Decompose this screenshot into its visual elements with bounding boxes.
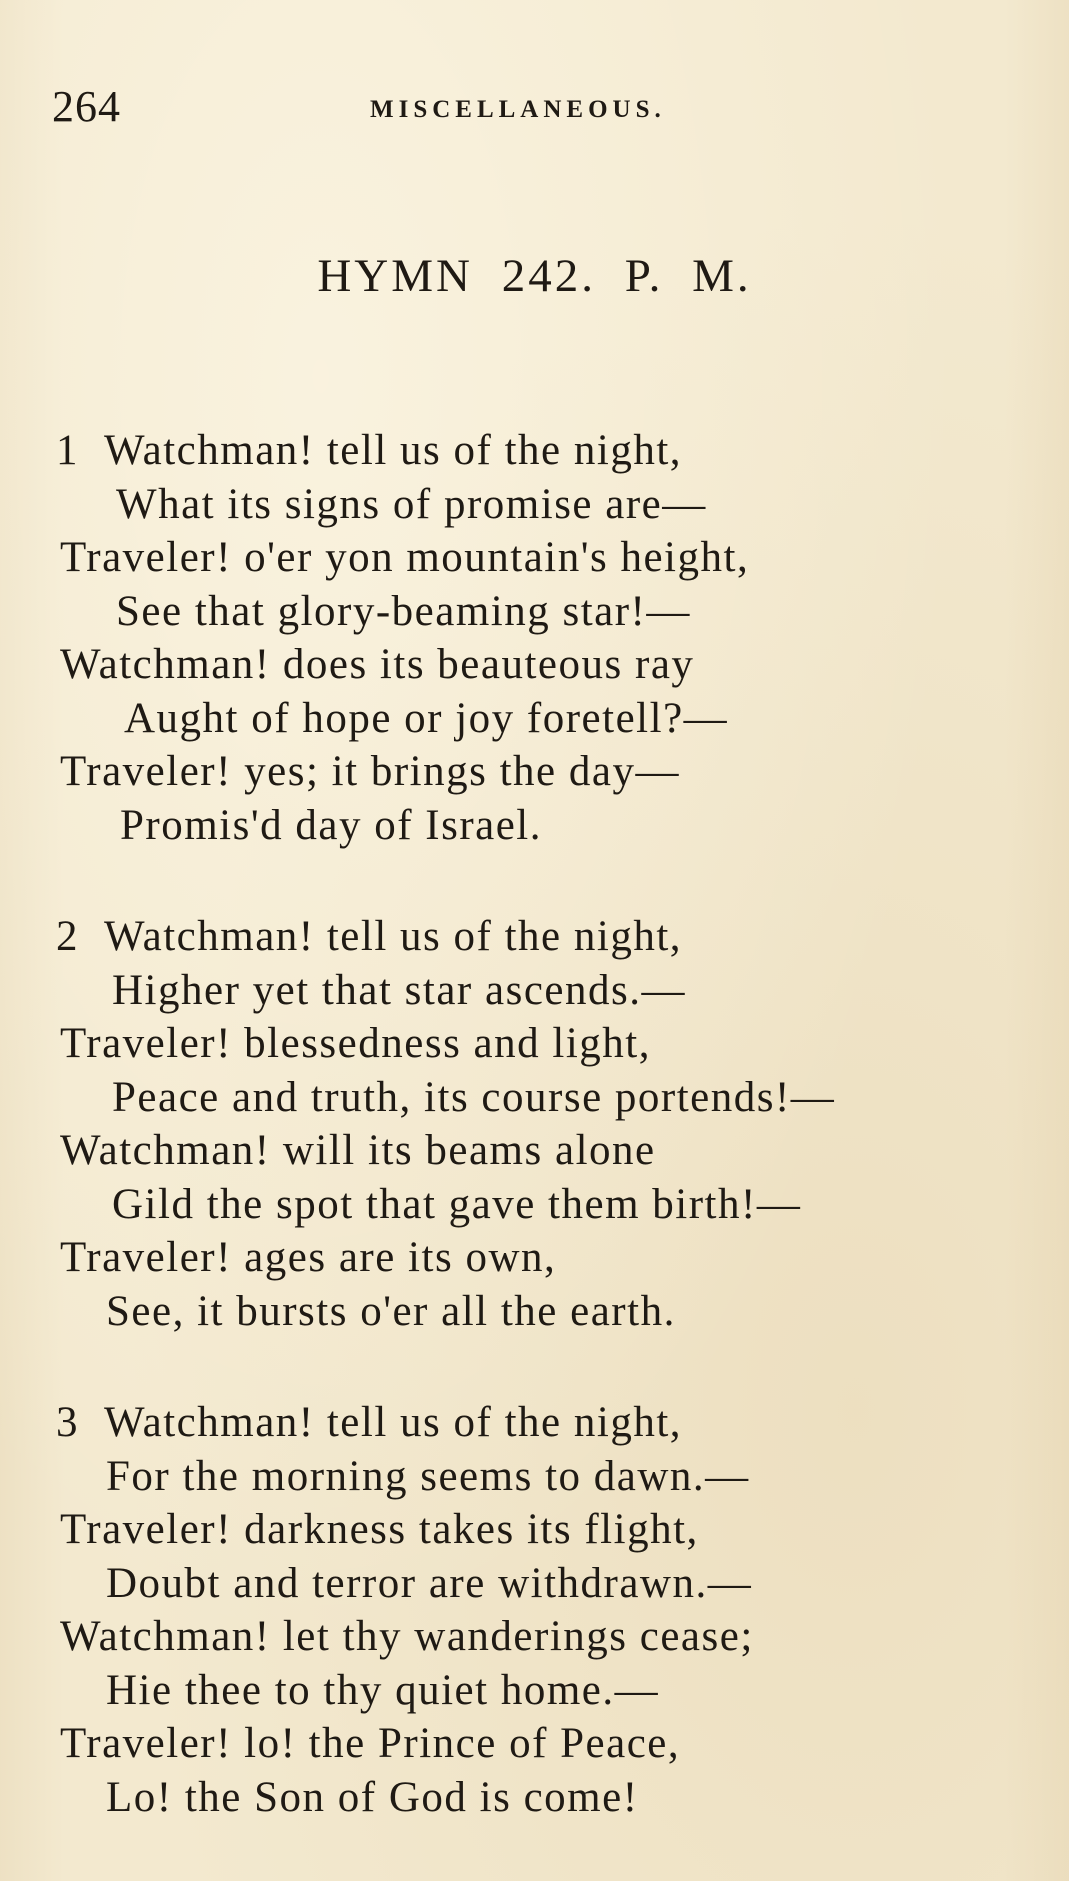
stanza-line: Traveler! ages are its own, <box>60 1234 557 1281</box>
stanza-number: 1 <box>56 427 79 474</box>
stanza-line: Peace and truth, its course portends!— <box>112 1073 836 1121</box>
stanza-line: Doubt and terror are withdrawn.— <box>106 1559 753 1607</box>
stanza-line: See that glory-beaming star!— <box>116 587 691 635</box>
stanza-3 <box>56 1396 1040 1824</box>
stanza-line: Traveler! lo! the Prince of Peace, <box>60 1720 681 1767</box>
line-text: Watchman! tell us of the night, <box>104 427 683 474</box>
stanza-number: 2 <box>56 913 79 960</box>
stanza-line: For the morning seems to dawn.— <box>106 1452 750 1500</box>
stanza-line <box>56 424 1040 478</box>
stanza-line: Aught of hope or joy foretell?— <box>124 694 729 742</box>
line-text: Watchman! tell us of the night, <box>104 913 683 960</box>
stanza-line: Traveler! o'er yon mountain's height, <box>60 534 750 581</box>
stanza-line <box>56 910 1040 964</box>
stanza-line: Higher yet that star ascends.— <box>112 966 686 1014</box>
stanza-line: Hie thee to thy quiet home.— <box>106 1666 660 1714</box>
stanza-line: Promis'd day of Israel. <box>120 801 543 849</box>
stanza-2 <box>56 910 1040 1338</box>
stanza-line: Traveler! yes; it brings the day— <box>60 748 680 795</box>
stanza-line: Traveler! blessedness and light, <box>60 1020 651 1067</box>
stanza-line: Gild the spot that gave them birth!— <box>112 1180 802 1228</box>
stanza-line <box>56 1396 1040 1450</box>
line-text: Watchman! tell us of the night, <box>104 1399 683 1446</box>
stanza-line: See, it bursts o'er all the earth. <box>106 1287 676 1335</box>
page-header <box>52 82 1012 132</box>
page-number: 264 <box>52 82 121 131</box>
stanza-line: Lo! the Son of God is come! <box>106 1773 639 1821</box>
stanza-line: Watchman! will its beams alone <box>60 1127 656 1174</box>
hymn-title: HYMN 242. P. M. <box>317 250 752 302</box>
stanza-line: Traveler! darkness takes its flight, <box>60 1506 699 1553</box>
stanza-line: What its signs of promise are— <box>116 480 707 528</box>
stanza-number: 3 <box>56 1399 79 1446</box>
stanza-line: Watchman! let thy wanderings cease; <box>60 1613 754 1660</box>
stanza-line: Watchman! does its beauteous ray <box>60 641 695 688</box>
running-head: MISCELLANEOUS. <box>370 96 666 123</box>
stanza-1 <box>56 424 1040 852</box>
